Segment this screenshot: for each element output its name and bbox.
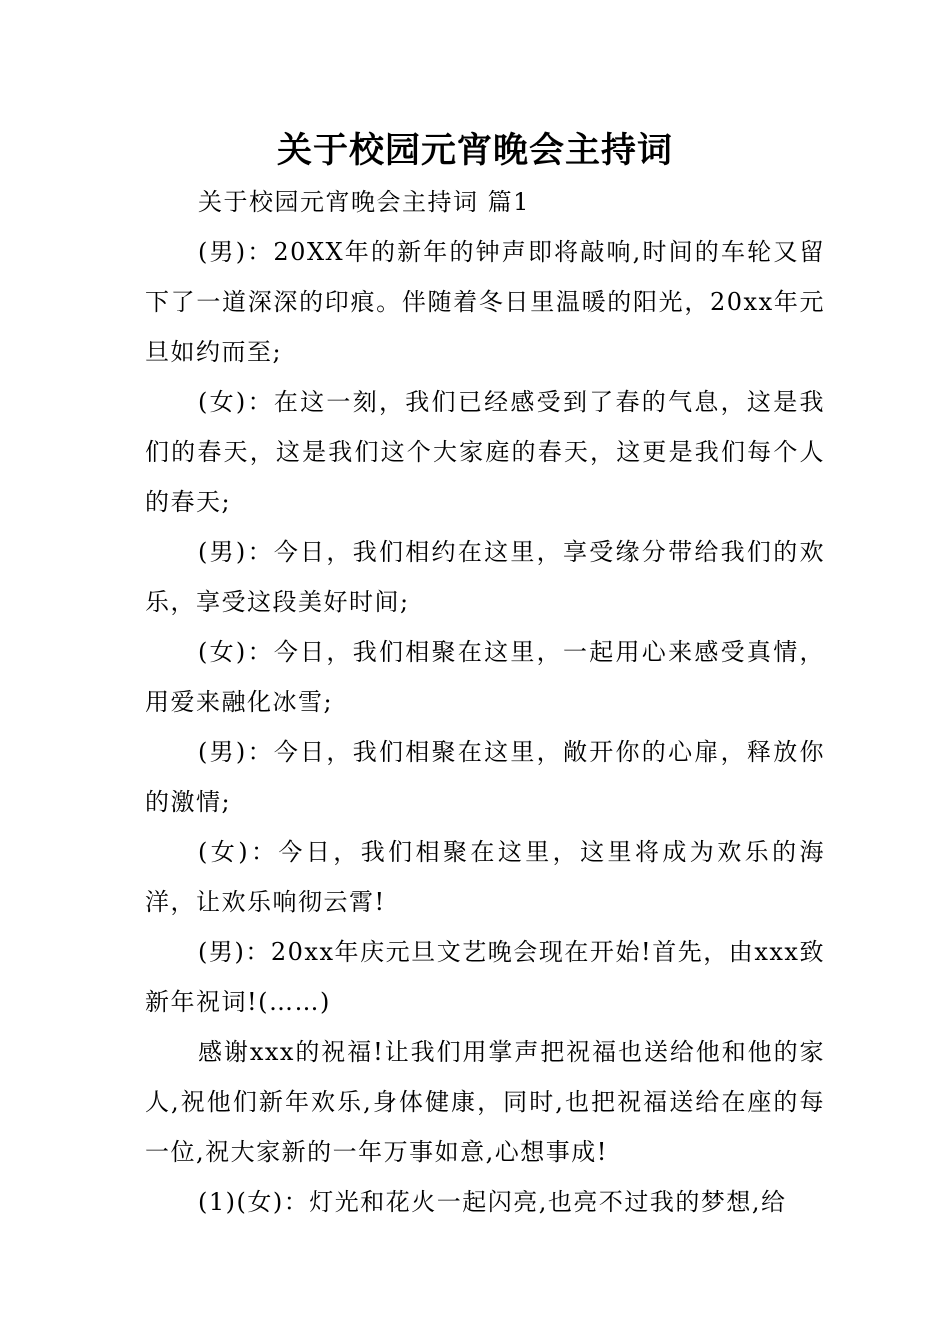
paragraph: (女)：今日，我们相聚在这里，这里将成为欢乐的海洋，让欢乐响彻云霄! (145, 838, 825, 916)
paragraph: (1)(女)：灯光和花火一起闪亮,也亮不过我的梦想,给 (198, 1188, 787, 1216)
document-title: 关于校园元宵晚会主持词 (276, 130, 673, 171)
paragraph: (男)：20xx年庆元旦文艺晚会现在开始!首先，由xxx致新年祝词!(……) (145, 938, 825, 1016)
paragraph: (男)：今日，我们相聚在这里，敞开你的心扉，释放你的激情; (145, 738, 825, 816)
paragraph: 感谢xxx的祝福!让我们用掌声把祝福也送给他和他的家人,祝他们新年欢乐,身体健康，同时,也把祝福送给在座的每一位,祝大家新的一年万事如意,心想事成! (145, 1038, 825, 1166)
section-heading: 关于校园元宵晚会主持词 篇1 (198, 188, 530, 216)
paragraph: (女)：今日，我们相聚在这里，一起用心来感受真情，用爱来融化冰雪; (145, 638, 825, 716)
paragraph: (男)：今日，我们相约在这里，享受缘分带给我们的欢乐，享受这段美好时间; (145, 538, 825, 616)
paragraph: (男)：20XX年的新年的钟声即将敲响,时间的车轮又留下了一道深深的印痕。伴随着冬日里温暖的阳光，20xx年元旦如约而至; (145, 238, 825, 366)
document-body (145, 177, 825, 1227)
paragraph: (女)：在这一刻，我们已经感受到了春的气息，这是我们的春天，这是我们这个大家庭的春天，这更是我们每个人的春天; (145, 388, 825, 516)
